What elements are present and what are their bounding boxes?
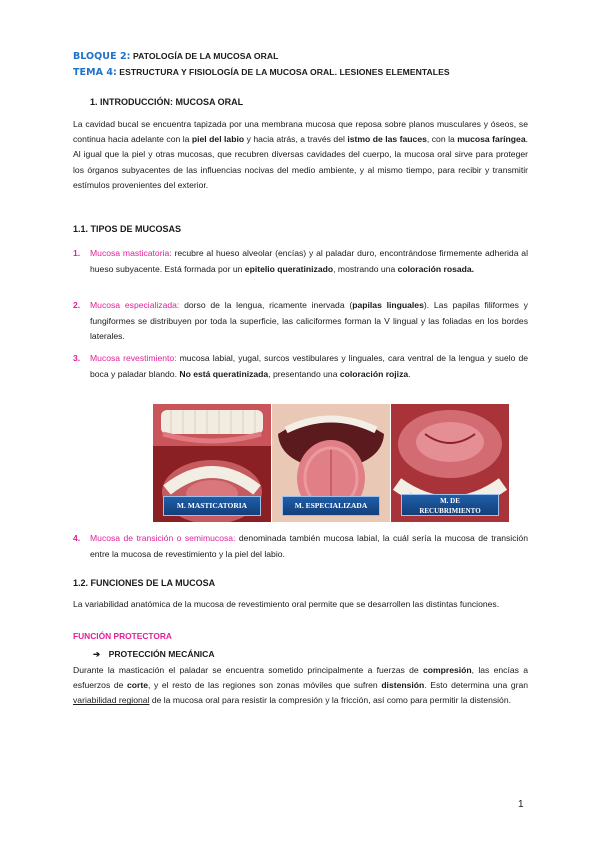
bold-run: coloración rojiza (339, 368, 409, 379)
list-number: 4. (73, 533, 81, 543)
text-run: . Al igual que la piel y otras mucosas, que recubren diversas cavidades del cuerpo, la mucosa oral sirve para proteger los órganos subyacentes de las influencias nocivas del medio ambiente, y al mismo tiempo, para recibir y transmitir estímulos provenientes del exterior. (73, 134, 528, 190)
bold-run: istmo de las fauces (347, 134, 427, 145)
list-label: Mucosa de transición o semimucosa: (90, 533, 236, 543)
sub-heading (93, 648, 215, 661)
bloque-title: PATOLOGÍA DE LA MUCOSA ORAL (132, 51, 279, 61)
text-run: La cavidad bucal se encuentra tapizada por una membrana mucosa que reposa sobre planos musculares y óseos, se continua hacia adelante con la (73, 119, 528, 145)
bold-run: mucosa faríngea (457, 134, 526, 145)
caption-line: RECUBRIMIENTO (419, 507, 481, 515)
bloque-tag: BLOQUE 2: (73, 51, 131, 62)
bold-run: distensión (381, 680, 425, 691)
bold-run: piel del labio (191, 134, 245, 145)
text-run: , y el resto de las regiones son zonas móviles que sufren (148, 680, 382, 691)
section-1-paragraph (73, 117, 528, 193)
section-1-2-intro: La variabilidad anatómica de la mucosa de revestimiento oral permite que se desarrollen las distintas funciones. (73, 599, 500, 609)
text-run: . Esto determina una gran (424, 680, 529, 691)
list-label: Mucosa masticatoria: (90, 248, 172, 258)
text-run: de la mucosa oral para resistir la compresión y la fricción, así como para permitir la distensión. (149, 695, 512, 706)
sub-heading-label: PROTECCIÓN MECÁNICA (108, 649, 215, 659)
text-run: recubre al hueso alveolar (encías) y al paladar duro, encontrándose firmemente adherida al hueso subyacente. Está formada por un (90, 248, 528, 274)
image-caption: M. ESPECIALIZADA (282, 496, 380, 516)
list-label: Mucosa revestimiento: (90, 353, 177, 363)
list-number: 1. (73, 248, 81, 258)
section-1-heading: 1. INTRODUCCIÓN: MUCOSA ORAL (90, 97, 244, 107)
bold-run: compresión (422, 665, 472, 675)
text-run: dorso de la lengua, ricamente inervada ( (179, 300, 353, 310)
image-caption (401, 494, 499, 516)
lining-mucosa-photo (391, 404, 509, 522)
text-run: , presentando una (268, 368, 340, 379)
specialized-mucosa-photo (272, 404, 390, 522)
section-1-2-paragraph (73, 663, 528, 709)
list-item (73, 246, 528, 277)
tema-tag: TEMA 4: (73, 67, 117, 78)
list-item (73, 531, 528, 562)
text-run: denominada también mucosa labial, la cuál sería la mucosa de transición entre la mucosa de revestimiento y la piel del labio. (90, 533, 528, 559)
list-item (73, 351, 528, 382)
function-heading: FUNCIÓN PROTECTORA (73, 631, 172, 641)
bold-run: papilas linguales (352, 300, 424, 310)
bold-run: epitelio queratinizado (244, 263, 334, 274)
page-number: 1 (518, 799, 524, 810)
text-run: ). Las papilas filiformes y fungiformes se distribuyen por toda la superficie, las caliciformes forman la V lingual y las foliadas en los bordes laterales. (90, 300, 528, 341)
caption-line: M. DE (440, 497, 460, 505)
text-run: , mostrando una (333, 263, 398, 274)
text-run: , con la (426, 134, 458, 145)
section-1-1-heading: 1.1. TIPOS DE MUCOSAS (73, 224, 182, 234)
list-item (73, 298, 528, 345)
tema-title: ESTRUCTURA Y FISIOLOGÍA DE LA MUCOSA ORAL. LESIONES ELEMENTALES (119, 67, 450, 77)
bold-run: coloración rosada. (397, 263, 475, 274)
text-run: , las encías a esfuerzos de (73, 665, 528, 691)
image-caption: M. MASTICATORIA (163, 496, 261, 516)
section-1-2-heading: 1.2. FUNCIONES DE LA MUCOSA (73, 578, 216, 588)
text-run: y hacia atrás, a través del (244, 134, 348, 145)
text-run: mucosa labial, yugal, surcos vestibulares y linguales, cara ventral de la lengua y suelo de boca y paladar blando. (90, 353, 528, 379)
block-header (73, 50, 278, 64)
bold-run: No está queratinizada (179, 368, 269, 379)
text-run: Durante la masticación el paladar se encuentra sometido principalmente a fuerzas de (73, 665, 423, 675)
arrow-icon: ➔ (93, 649, 101, 659)
list-number: 3. (73, 353, 81, 363)
masticatory-mucosa-photo (153, 404, 271, 522)
tema-header (73, 66, 450, 80)
list-number: 2. (73, 300, 81, 310)
list-label: Mucosa especializada: (90, 300, 180, 310)
bold-run: corte (127, 680, 149, 691)
text-run: . (408, 368, 411, 379)
underlined-run: variabilidad regional (73, 695, 150, 706)
